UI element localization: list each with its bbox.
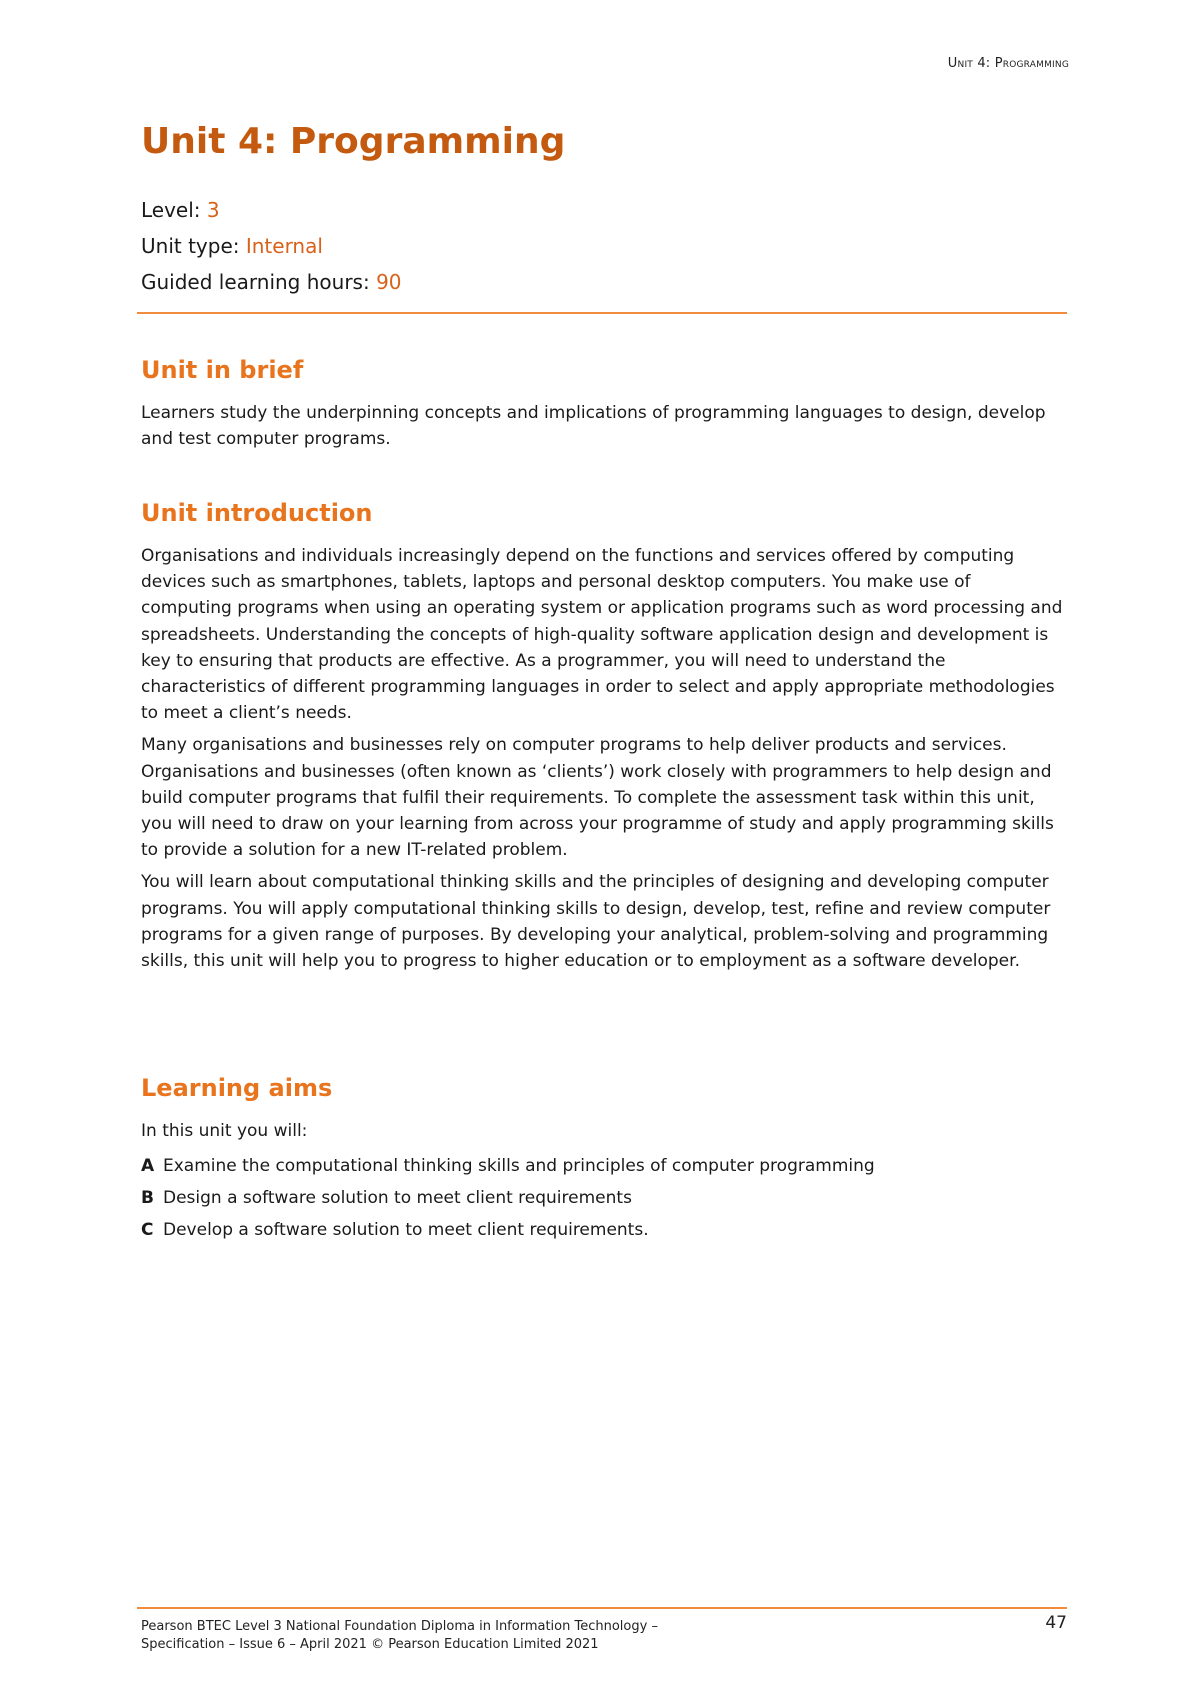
aims-lead: In this unit you will:	[141, 1121, 308, 1141]
meta-level-value: 3	[206, 198, 220, 222]
footer-line-2: Specification – Issue 6 – April 2021 © Pearson Education Limited 2021	[141, 1637, 599, 1652]
page-title: Unit 4: Programming	[141, 121, 566, 162]
aim-letter: B	[141, 1188, 154, 1209]
meta-unit-type	[141, 228, 1063, 264]
heading-learning-aims: Learning aims	[141, 1074, 333, 1102]
list-item	[141, 1214, 1063, 1246]
section-learning-aims	[141, 1072, 1063, 1246]
aim-letter: A	[141, 1156, 155, 1177]
heading-unit-in-brief: Unit in brief	[141, 356, 304, 384]
meta-glh-value: 90	[376, 270, 402, 294]
heading-unit-introduction: Unit introduction	[141, 499, 373, 527]
aim-text: Develop a software solution to meet client requirements.	[163, 1220, 649, 1241]
intro-paragraph: You will learn about computational thinking skills and the principles of designing and developing computer programs. You will apply computational thinking skills to design, develop, test, refine and review computer programs for a given range of purposes. By developing your analytical, problem-solving and programming skills, this unit will help you to progress to higher education or to employment as a software developer.	[141, 872, 1051, 972]
list-item	[141, 1150, 1063, 1182]
aim-letter: C	[141, 1220, 154, 1241]
page-number: 47	[1045, 1613, 1067, 1633]
meta-level	[141, 192, 1063, 228]
page-footer	[141, 1613, 1067, 1654]
unit-meta	[141, 192, 1063, 300]
meta-unit-type-value: Internal	[245, 234, 323, 258]
footer-line-1: Pearson BTEC Level 3 National Foundation Diploma in Information Technology –	[141, 1619, 658, 1634]
meta-glh-label: Guided learning hours:	[141, 270, 377, 294]
header-divider	[137, 312, 1067, 314]
brief-text: Learners study the underpinning concepts and implications of programming languages to design, develop and test computer programs.	[141, 403, 1046, 450]
section-unit-in-brief	[141, 354, 1063, 452]
intro-paragraph: Organisations and individuals increasingly depend on the functions and services offered by computing devices such as smartphones, tablets, laptops and personal desktop computers. You make use of computing programs when using an operating system or application programs such as word processing and spreadsheets. Understanding the concepts of high-quality software application design and development is key to ensuring that products are effective. As a programmer, you will need to understand the characteristics of different programming languages in order to select and apply appropriate methodologies to meet a client’s needs.	[141, 546, 1063, 724]
list-item	[141, 1182, 1063, 1214]
running-header: Unit 4: Programming	[947, 56, 1069, 71]
aims-list	[141, 1150, 1063, 1246]
footer-divider	[137, 1607, 1067, 1609]
page-content	[141, 118, 1063, 1241]
section-unit-introduction	[141, 497, 1063, 974]
meta-level-label: Level:	[141, 198, 207, 222]
meta-unit-type-label: Unit type:	[141, 234, 246, 258]
meta-glh	[141, 264, 1063, 300]
aim-text: Design a software solution to meet client requirements	[163, 1188, 632, 1209]
aim-text: Examine the computational thinking skills and principles of computer programming	[163, 1156, 875, 1177]
intro-paragraph: Many organisations and businesses rely on computer programs to help deliver products and services. Organisations and businesses (often known as ‘clients’) work closely with programmers to help design and build computer programs that fulfil their requirements. To complete the assessment task within this unit, you will need to draw on your learning from across your programme of study and apply programming skills to provide a solution for a new IT-related problem.	[141, 735, 1054, 861]
